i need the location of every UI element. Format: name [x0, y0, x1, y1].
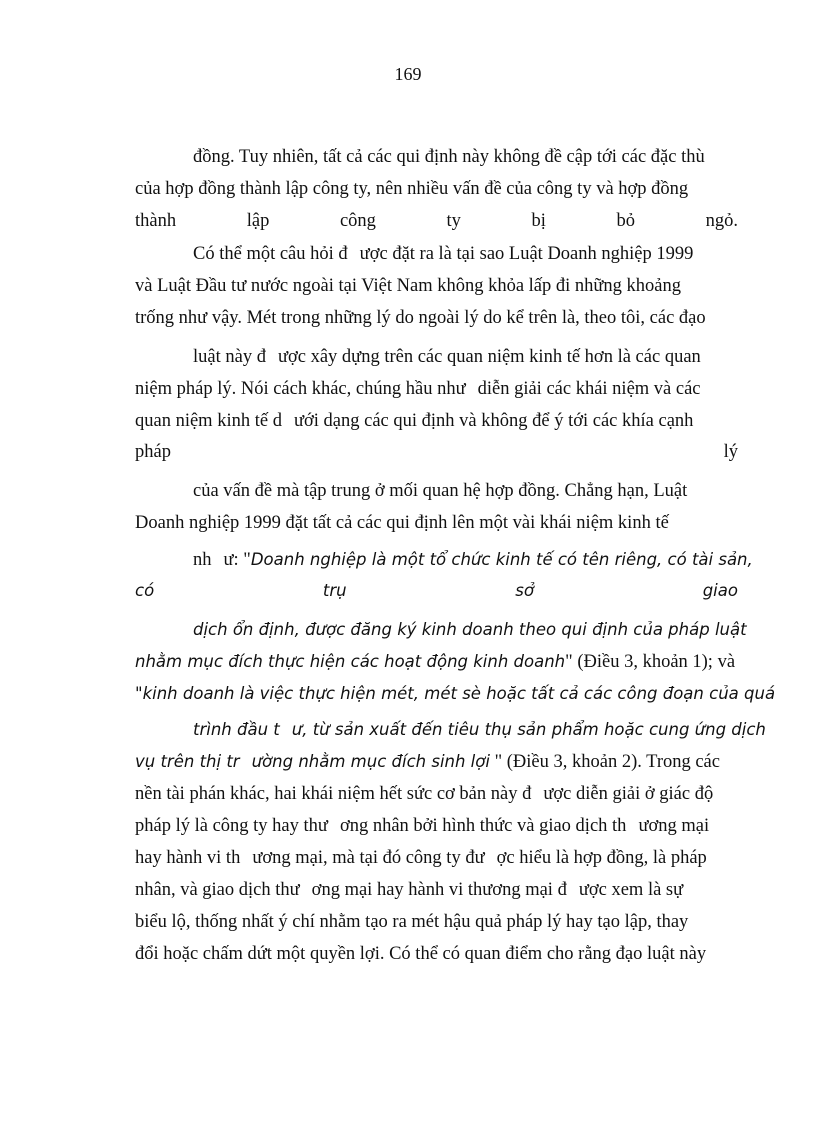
text-fragment: " (Điều 3, khoản 1); và [565, 652, 736, 672]
text-fragment: niệm pháp lý. Nói cách khác, chúng hầu như [135, 379, 466, 399]
word: pháp [135, 442, 171, 462]
text-fragment: diễn giải các khái niệm và các [477, 379, 701, 399]
text-fragment: pháp lý là công ty hay thư [135, 816, 328, 836]
text-line [135, 651, 735, 673]
text-fragment: nhân, và giao dịch thư [135, 880, 300, 900]
text-line: và Luật Đầu tư nước ngoài tại Việt Nam không khỏa lấp đi những khoảng [135, 276, 682, 296]
text-fragment: luật này đ [193, 347, 266, 367]
text-line: của vấn đề mà tập trung ở mối quan hệ hợp đồng. Chẳng hạn, Luật [193, 481, 688, 501]
text-line: "kinh doanh là việc thực hiện mét, mét sè hoặc tất cả các công đoạn của quá [135, 684, 776, 703]
text-line: của hợp đồng thành lập công ty, nên nhiều vấn đề của công ty và hợp đồng [135, 179, 689, 199]
word: có [135, 581, 155, 600]
quote-fragment: vụ trên thị tr [135, 752, 240, 771]
text-fragment: nền tài phán khác, hai khái niệm hết sức cơ bản này đ [135, 784, 532, 804]
word: ngỏ. [705, 211, 738, 231]
text-line: đổi hoặc chấm dứt một quyền lợi. Có thể có quan điểm cho rằng đạo luật này [135, 944, 707, 964]
text-fragment: ược diễn giải ở giác độ [543, 784, 714, 804]
text-line [135, 410, 693, 432]
text-fragment: ư, từ sản xuất đến tiêu thụ sản phẩm hoặc cung ứng dịch [291, 720, 766, 739]
quote-fragment: nhằm mục đích thực hiện các hoạt động kinh doanh [135, 652, 566, 671]
text-line [135, 847, 707, 869]
text-line [193, 346, 701, 368]
text-fragment: hay hành vi th [135, 848, 241, 868]
text-line: trống như vậy. Mét trong những lý do ngoài lý do kể trên là, theo tôi, các đạo [135, 308, 706, 328]
word: thành [135, 211, 177, 231]
word: bị [531, 211, 546, 231]
text-line: Doanh nghiệp 1999 đặt tất cả các qui định lên một vài khái niệm kinh tế [135, 513, 669, 533]
word: trụ [322, 581, 347, 600]
text-fragment: ương mại [638, 816, 710, 836]
text-fragment: ơng mại hay hành vi thương mại đ [311, 880, 567, 900]
word: lập [246, 211, 270, 231]
word: lý [723, 442, 738, 462]
page-number: 169 [394, 64, 422, 84]
text-fragment: quan niệm kinh tế d [135, 411, 282, 431]
word: bỏ [616, 211, 636, 231]
text-line-justified [135, 210, 738, 232]
text-line [193, 719, 766, 741]
text-fragment: ư: " [223, 550, 251, 570]
text-fragment: nh [193, 550, 212, 570]
text-line: đồng. Tuy nhiên, tất cả các qui định này không đề cập tới các đặc thù [193, 147, 705, 167]
word: công [339, 211, 376, 231]
text-fragment: ược xây dựng trên các quan niệm kinh tế hơn là các quan [277, 347, 701, 367]
text-fragment: ương mại, mà tại đó công ty đư [252, 848, 485, 868]
text-fragment: trình đầu t [193, 720, 280, 739]
text-fragment: Có thể một câu hỏi đ [193, 244, 348, 264]
text-line [193, 549, 753, 571]
text-fragment: ợc hiểu là hợp đồng, là pháp [496, 848, 707, 868]
word: sở [515, 581, 534, 600]
text-fragment: ược đặt ra là tại sao Luật Doanh nghiệp 1999 [359, 244, 694, 264]
text-line [135, 751, 720, 773]
text-line [135, 815, 709, 837]
text-fragment: ơng nhân bởi hình thức và giao dịch th [339, 816, 627, 836]
text-line [135, 378, 701, 400]
text-fragment: ược xem là sự [578, 880, 684, 900]
text-line [193, 243, 693, 265]
text-line-justified [135, 441, 738, 463]
quote-fragment: ường nhằm mục đích sinh lợi [251, 752, 490, 771]
text-fragment: " (Điều 3, khoản 2). Trong các [489, 752, 720, 772]
word: giao [702, 581, 738, 600]
text-line: dịch ổn định, được đăng ký kinh doanh theo qui định của pháp luật [193, 620, 747, 639]
text-fragment: ưới dạng các qui định và không để ý tới các khía cạnh [293, 411, 694, 431]
text-line [135, 783, 713, 805]
text-line: biểu lộ, thống nhất ý chí nhằm tạo ra mét hậu quả pháp lý hay tạo lập, thay [135, 912, 689, 932]
text-line [135, 879, 683, 901]
quote-fragment: Doanh nghiệp là một tổ chức kinh tế có tên riêng, có tài sản, [250, 550, 753, 569]
word: ty [446, 211, 461, 231]
text-line-justified [135, 580, 738, 602]
